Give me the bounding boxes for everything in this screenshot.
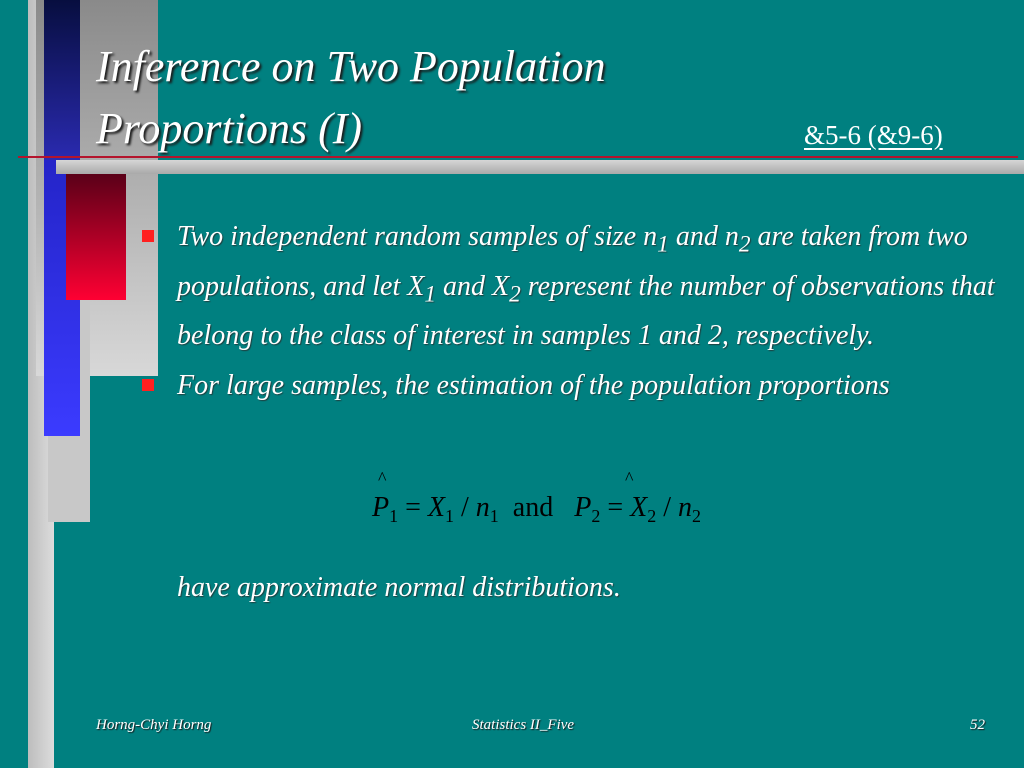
bullet-item-samples bbox=[140, 216, 1000, 356]
slide-title: Inference on Two Population Proportions (I) bbox=[96, 42, 606, 153]
footer-page-number: 52 bbox=[970, 717, 985, 733]
deco-red-block bbox=[66, 174, 126, 300]
conclusion-text: have approximate normal distributions. bbox=[177, 572, 621, 603]
section-reference: &5-6 (&9-6) bbox=[804, 120, 943, 150]
footer-course: Statistics II_Five bbox=[472, 717, 575, 733]
bullet-item-large-samples bbox=[140, 365, 1000, 406]
bullet-text: Two independent random samples of size $n_1$ and $n_2$ are taken from two populations, and let $X_1$ and $X_2$ represent the number of observations that belong to the class of interest in samples 1 and 2, respectively. bbox=[177, 221, 995, 352]
bullet-square-icon bbox=[142, 230, 154, 242]
bullet-text: For large samples, the estimation of the population proportions bbox=[177, 370, 890, 402]
title-underline-bar bbox=[56, 160, 1024, 174]
footer-author: Horng-Chyi Horng bbox=[96, 717, 212, 733]
formula-line: $P_1 = X_1 / n_1$ and $P_2 = X_2 / n_2$ bbox=[372, 492, 702, 526]
hat-symbol-1: ^ bbox=[378, 468, 387, 488]
hat-symbol-2: ^ bbox=[625, 468, 634, 488]
bullet-list bbox=[140, 216, 1000, 406]
deco-navy-block bbox=[44, 0, 80, 160]
bullet-square-icon bbox=[142, 379, 154, 391]
